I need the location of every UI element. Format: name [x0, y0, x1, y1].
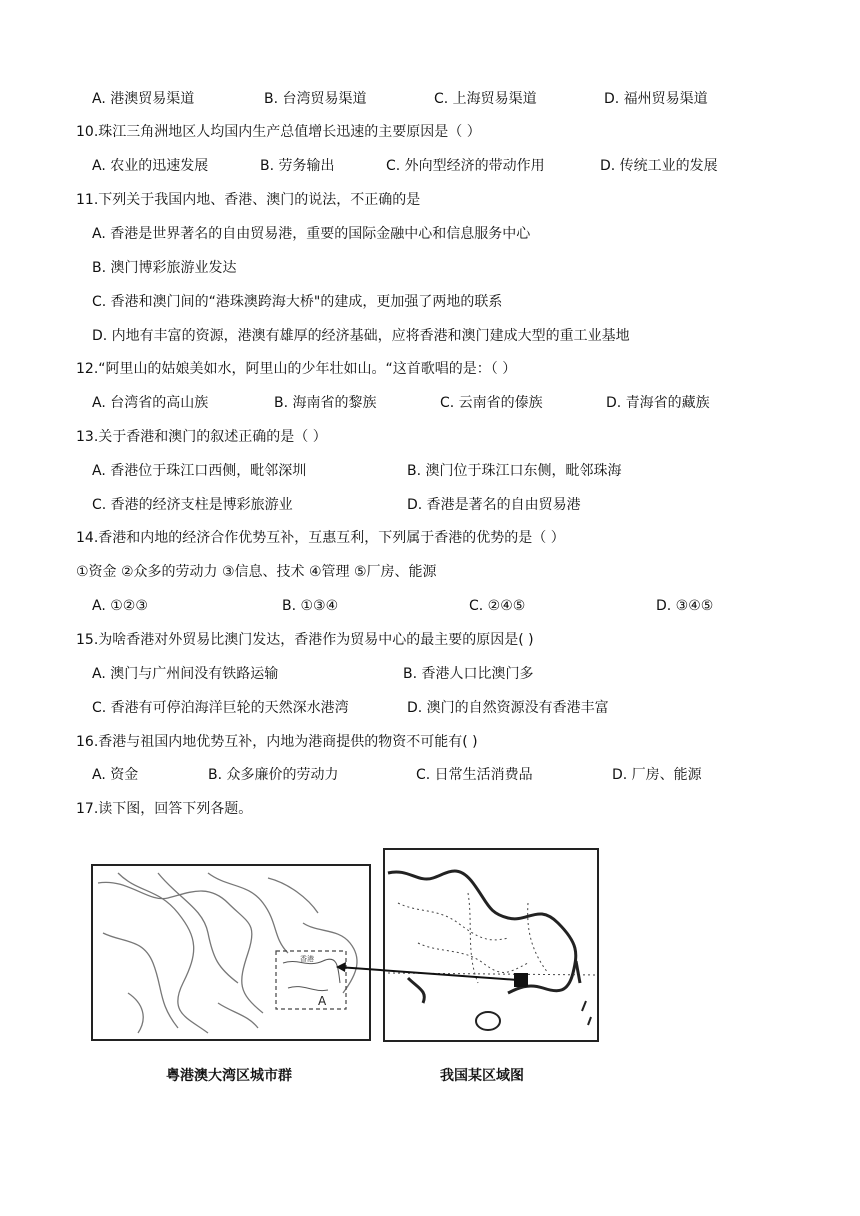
q16-stem: 16.香港与祖国内地优势互补，内地为港商提供的物资不可能有( )	[76, 734, 478, 750]
map-figure	[88, 843, 608, 1093]
q14-option-c: C. ②④⑤	[469, 598, 526, 614]
q15-option-b: B. 香港人口比澳门多	[403, 666, 534, 682]
q13-option-a: A. 香港位于珠江口西侧，毗邻深圳	[92, 463, 307, 479]
right-map-caption: 我国某区域图	[440, 1068, 524, 1084]
q16-option-a: A. 资金	[92, 767, 139, 783]
q9-option-b: B. 台湾贸易渠道	[264, 91, 367, 107]
q15-option-d: D. 澳门的自然资源没有香港丰富	[407, 700, 609, 716]
left-map-caption: 粤港澳大湾区城市群	[166, 1068, 292, 1084]
q13-option-b: B. 澳门位于珠江口东侧，毗邻珠海	[407, 463, 622, 479]
left-map-frame	[92, 865, 370, 1040]
q11-option-c: C. 香港和澳门间的“港珠澳跨海大桥"的建成，更加强了两地的联系	[92, 294, 503, 310]
q10-option-a: A. 农业的迅速发展	[92, 158, 209, 174]
q11-option-b: B. 澳门博彩旅游业发达	[92, 260, 237, 276]
map-svg	[88, 843, 608, 1093]
hainan-island	[476, 1012, 500, 1030]
hk-label: 香港	[300, 955, 314, 963]
q15-option-a: A. 澳门与广州间没有铁路运输	[92, 666, 279, 682]
q17-stem: 17.读下图，回答下列各题。	[76, 801, 253, 817]
q14-stem: 14.香港和内地的经济合作优势互补，互惠互利，下列属于香港的优势的是（ ）	[76, 530, 565, 546]
q12-option-b: B. 海南省的黎族	[274, 395, 377, 411]
q12-option-a: A. 台湾省的高山族	[92, 395, 209, 411]
q10-option-c: C. 外向型经济的带动作用	[386, 158, 545, 174]
q12-option-c: C. 云南省的傣族	[440, 395, 543, 411]
q9-option-d: D. 福州贸易渠道	[604, 91, 708, 107]
q16-option-b: B. 众多廉价的劳动力	[208, 767, 339, 783]
q10-option-b: B. 劳务输出	[260, 158, 335, 174]
q13-stem: 13.关于香港和澳门的叙述正确的是（ ）	[76, 429, 327, 445]
q9-option-c: C. 上海贸易渠道	[434, 91, 537, 107]
q10-option-d: D. 传统工业的发展	[600, 158, 718, 174]
q9-option-a: A. 港澳贸易渠道	[92, 91, 195, 107]
q14-items: ①资金 ②众多的劳动力 ③信息、技术 ④管理 ⑤厂房、能源	[76, 564, 437, 580]
q13-option-d: D. 香港是著名的自由贸易港	[407, 497, 581, 513]
q11-stem: 11.下列关于我国内地、香港、澳门的说法，不正确的是	[76, 192, 421, 208]
q16-option-d: D. 厂房、能源	[612, 767, 702, 783]
q10-stem: 10.珠江三角洲地区人均国内生产总值增长迅速的主要原因是（ ）	[76, 124, 481, 140]
q12-option-d: D. 青海省的藏族	[606, 395, 710, 411]
q14-option-b: B. ①③④	[282, 598, 339, 614]
label-a: A	[318, 994, 327, 1008]
q13-option-c: C. 香港的经济支柱是博彩旅游业	[92, 497, 293, 513]
q14-option-a: A. ①②③	[92, 598, 148, 614]
q11-option-d: D. 内地有丰富的资源，港澳有雄厚的经济基础，应将香港和澳门建成大型的重工业基地	[92, 328, 630, 344]
q15-option-c: C. 香港有可停泊海洋巨轮的天然深水港湾	[92, 700, 349, 716]
q11-option-a: A. 香港是世界著名的自由贸易港，重要的国际金融中心和信息服务中心	[92, 226, 531, 242]
q15-stem: 15.为啥香港对外贸易比澳门发达，香港作为贸易中心的最主要的原因是( )	[76, 632, 534, 648]
q12-stem: 12.“阿里山的姑娘美如水，阿里山的少年壮如山。“这首歌唱的是：（ ）	[76, 361, 517, 377]
q16-option-c: C. 日常生活消费品	[416, 767, 533, 783]
q14-option-d: D. ③④⑤	[656, 598, 714, 614]
